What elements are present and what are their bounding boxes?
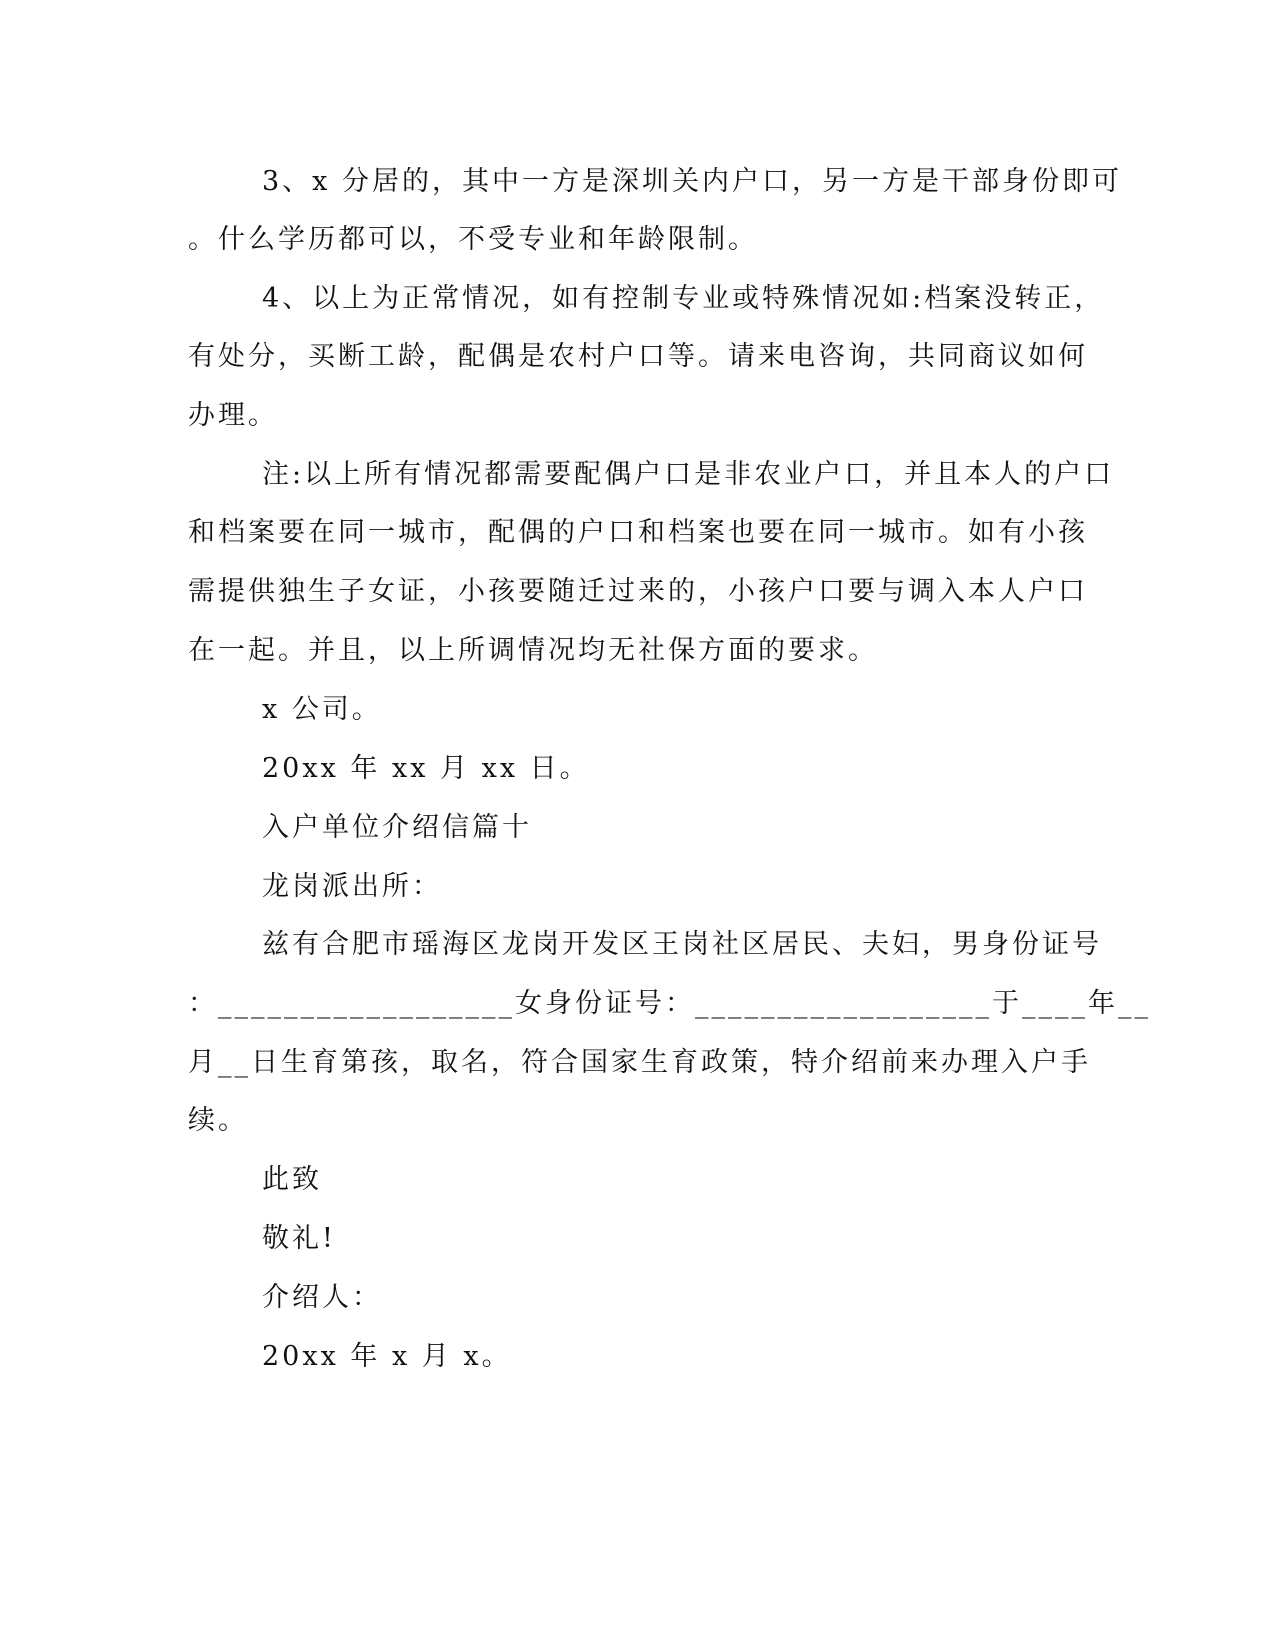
paragraph-4-line-2: 有处分，买断工龄，配偶是农村户口等。请来电咨询，共同商议如何 (188, 341, 1088, 372)
date-line: 20xx 年 xx 月 xx 日。 (262, 753, 590, 784)
body-line-1: 兹有合肥市瑶海区龙岗开发区王岗社区居民、夫妇，男身份证号 (262, 929, 1102, 960)
note-line-1: 注:以上所有情况都需要配偶户口是非农业户口，并且本人的户口 (262, 459, 1115, 490)
introducer-label: 介绍人： (262, 1282, 382, 1313)
addressee: 龙岗派出所： (262, 871, 442, 902)
paragraph-4-line-1: 4、以上为正常情况，如有控制专业或特殊情况如:档案没转正， (262, 283, 1105, 314)
closing-line-1: 此致 (262, 1164, 322, 1195)
body-line-2: ：__________________女身份证号：__________________于____年__ (188, 988, 1151, 1019)
body-line-3: 月__日生育第孩，取名，符合国家生育政策，特介绍前来办理入户手 (188, 1047, 1091, 1078)
note-line-4: 在一起。并且，以上所调情况均无社保方面的要求。 (188, 635, 878, 666)
section-title: 入户单位介绍信篇十 (262, 812, 532, 843)
paragraph-4-line-3: 办理。 (188, 400, 278, 431)
body-line-4: 续。 (188, 1105, 248, 1136)
note-line-3: 需提供独生子女证，小孩要随迁过来的，小孩户口要与调入本人户口 (188, 576, 1088, 607)
note-line-2: 和档案要在同一城市，配偶的户口和档案也要在同一城市。如有小孩 (188, 517, 1088, 548)
closing-line-2: 敬礼! (262, 1223, 336, 1254)
company-signature: x 公司。 (262, 694, 382, 725)
paragraph-3-line-1: 3、x 分居的，其中一方是深圳关内户口，另一方是干部身份即可 (262, 166, 1122, 197)
final-date-line: 20xx 年 x 月 x。 (262, 1341, 512, 1372)
paragraph-3-line-2: 。什么学历都可以，不受专业和年龄限制。 (188, 224, 758, 255)
